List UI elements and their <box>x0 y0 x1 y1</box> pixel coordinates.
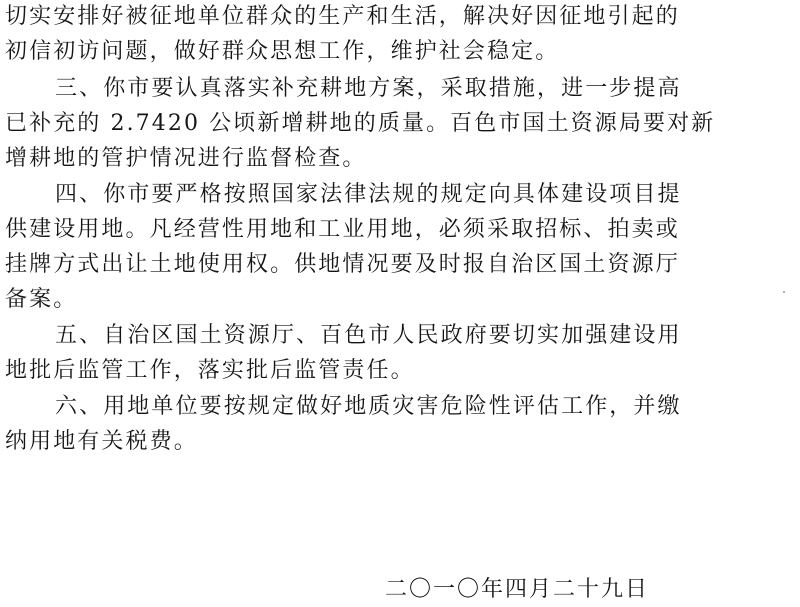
scan-speck <box>783 291 785 293</box>
paragraph-4-line-2: 供建设用地。凡经营性用地和工业用地，必须采取招标、拍卖或 <box>5 217 680 242</box>
paragraph-6-line-2: 纳用地有关税费。 <box>5 429 198 454</box>
paragraph-4-line-1: 四、你市要严格按照国家法律法规的规定向具体建设项目提 <box>55 182 682 207</box>
paragraph-5-line-1: 五、自治区国土资源厅、百色市人民政府要切实加强建设用 <box>55 323 682 348</box>
paragraph-3-line-2: 已补充的 2.7420 公顷新增耕地的质量。百色市国土资源局要对新 <box>5 111 716 136</box>
paragraph-4-line-3: 挂牌方式出让土地使用权。供地情况要及时报自治区国土资源厅 <box>5 252 680 277</box>
document-date: 二〇一〇年四月二十九日 <box>385 577 650 602</box>
paragraph-5-line-2: 地批后监管工作，落实批后监管责任。 <box>5 358 415 383</box>
paragraph-3-line-1: 三、你市要认真落实补充耕地方案，采取措施，进一步提高 <box>55 76 682 101</box>
body-line-1: 切实安排好被征地单位群众的生产和生活，解决好因征地引起的 <box>5 4 680 29</box>
paragraph-3-line-3: 增耕地的管护情况进行监督检查。 <box>5 146 367 171</box>
paragraph-6-line-1: 六、用地单位要按规定做好地质灾害危险性评估工作，并缴 <box>55 394 682 419</box>
paragraph-4-line-4: 备案。 <box>5 287 78 312</box>
body-line-2: 初信初访问题，做好群众思想工作，维护社会稳定。 <box>5 39 560 64</box>
